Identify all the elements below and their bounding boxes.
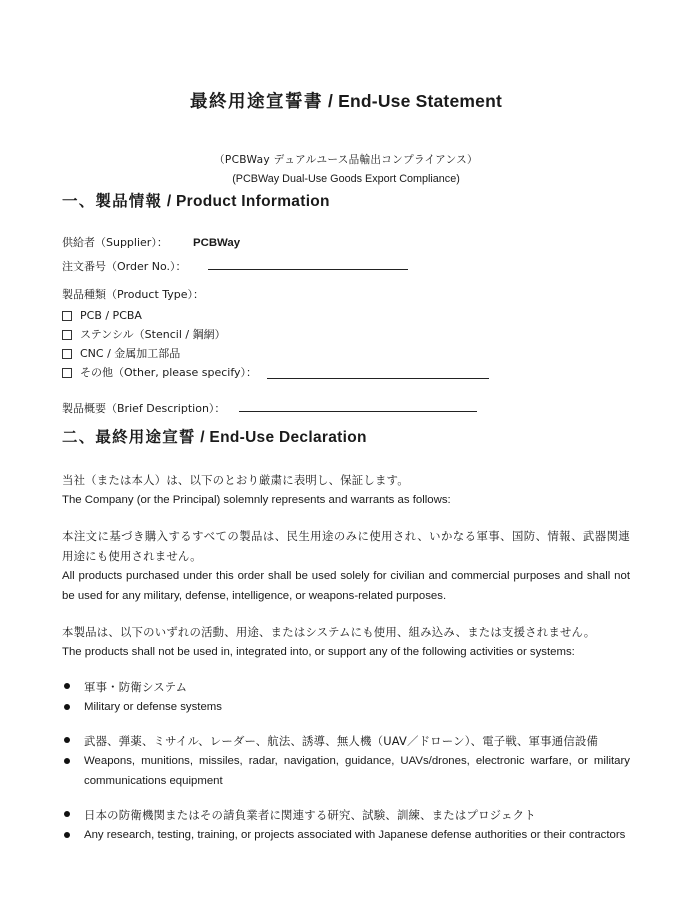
declaration-paragraph-jp: 当社（または本人）は、以下のとおり厳粛に表明し、保証します。 bbox=[62, 472, 409, 487]
document-subtitle-jp: （PCBWay デュアルユース品輸出コンプライアンス） bbox=[214, 154, 478, 166]
section-2-heading bbox=[62, 425, 630, 447]
brief-description-label: 製品概要（Brief Description）： bbox=[62, 402, 226, 416]
list-item-jp: 軍事・防衛システム bbox=[84, 680, 188, 695]
brief-description-row bbox=[62, 401, 630, 416]
checkbox-cnc-icon[interactable] bbox=[62, 349, 72, 359]
section-1-heading-en: / Product Information bbox=[166, 193, 330, 211]
bullet-icon bbox=[64, 811, 70, 817]
checkbox-row-pcb[interactable] bbox=[62, 310, 630, 322]
declaration-paragraph bbox=[62, 623, 630, 663]
order-number-label: 注文番号（Order No.）： bbox=[62, 259, 187, 273]
bullet-icon bbox=[64, 683, 70, 689]
product-type-row bbox=[62, 289, 630, 302]
declaration-paragraph-en: The products shall not be used in, integrated into, or support any of the following activities or systems: bbox=[62, 645, 575, 658]
bullet-icon bbox=[64, 832, 70, 838]
list-item-en bbox=[84, 826, 630, 846]
prohibited-uses-list bbox=[62, 678, 630, 846]
list-item-en bbox=[84, 752, 630, 792]
list-item-jp: 武器、弾薬、ミサイル、レーダー、航法、誘導、無人機（UAV／ドローン）、電子戦、軍事通信設備 bbox=[84, 734, 599, 749]
list-item-en-text: Military or defense systems bbox=[84, 701, 222, 714]
checkbox-other-label: その他（Other, please specify）： bbox=[80, 366, 258, 380]
product-information-block bbox=[62, 237, 630, 416]
declaration-paragraph-jp: 本注文に基づき購入するすべての製品は、民生用途のみに使用され、いかなる軍事、国防、情報、武器関連用途にも使用されません。 bbox=[62, 528, 630, 563]
checkbox-other-input[interactable] bbox=[267, 368, 489, 379]
bullet-icon bbox=[64, 758, 70, 764]
declaration-paragraph bbox=[62, 471, 630, 511]
bullet-icon bbox=[64, 704, 70, 710]
list-item-en-text: Any research, testing, training, or projects associated with Japanese defense authorities or their contractors bbox=[84, 829, 626, 842]
list-item bbox=[84, 806, 630, 846]
checkbox-pcb-label: PCB / PCBA bbox=[80, 308, 142, 322]
checkbox-stencil-icon[interactable] bbox=[62, 330, 72, 340]
section-2-heading-jp: 二、最終用途宣誓 bbox=[62, 427, 196, 446]
declaration-paragraph bbox=[62, 527, 630, 607]
list-item bbox=[84, 732, 630, 792]
order-number-row bbox=[62, 259, 630, 274]
section-2-heading-en: / End-Use Declaration bbox=[200, 428, 367, 446]
section-1-heading-jp: 一、製品情報 bbox=[62, 192, 163, 211]
checkbox-stencil-label: ステンシル（Stencil / 鋼網） bbox=[80, 328, 226, 342]
supplier-label: 供給者（Supplier）： bbox=[62, 236, 168, 250]
declaration-paragraph-en: The Company (or the Principal) solemnly represents and warrants as follows: bbox=[62, 493, 451, 506]
checkbox-other-icon[interactable] bbox=[62, 368, 72, 378]
declaration-paragraph-en: All products purchased under this order shall be used solely for civilian and commercial purposes and shall not be used for any military, defense, intelligence, or weapons-related purposes. bbox=[62, 569, 630, 602]
document-subtitle-en: (PCBWay Dual-Use Goods Export Compliance) bbox=[232, 173, 460, 186]
document-subtitle bbox=[62, 151, 630, 189]
checkbox-row-other[interactable] bbox=[62, 367, 630, 379]
checkbox-pcb-icon[interactable] bbox=[62, 311, 72, 321]
list-item-jp: 日本の防衛機関またはその請負業者に関連する研究、試験、訓練、またはプロジェクト bbox=[84, 808, 536, 823]
list-item-en bbox=[84, 698, 630, 718]
checkbox-row-stencil[interactable] bbox=[62, 329, 630, 341]
section-1-heading bbox=[62, 189, 630, 211]
checkbox-cnc-label: CNC / 金属加工部品 bbox=[80, 347, 181, 361]
list-item-en-text: Weapons, munitions, missiles, radar, navigation, guidance, UAVs/drones, electronic warfare, or military communications equipment bbox=[84, 755, 630, 788]
order-number-input[interactable] bbox=[208, 259, 408, 270]
end-use-declaration-body bbox=[62, 471, 630, 846]
brief-description-input[interactable] bbox=[239, 401, 477, 412]
checkbox-row-cnc[interactable] bbox=[62, 348, 630, 360]
bullet-icon bbox=[64, 737, 70, 743]
list-item bbox=[84, 678, 630, 718]
supplier-value: PCBWay bbox=[193, 237, 241, 250]
document-title bbox=[62, 78, 630, 113]
supplier-row bbox=[62, 237, 630, 250]
document-title-jp: 最終用途宣誓書 bbox=[189, 92, 323, 112]
document-title-en: / End-Use Statement bbox=[328, 91, 503, 111]
product-type-label: 製品種類（Product Type）： bbox=[62, 288, 205, 302]
declaration-paragraph-jp: 本製品は、以下のいずれの活動、用途、またはシステムにも使用、組み込み、または支援されません。 bbox=[62, 624, 596, 639]
